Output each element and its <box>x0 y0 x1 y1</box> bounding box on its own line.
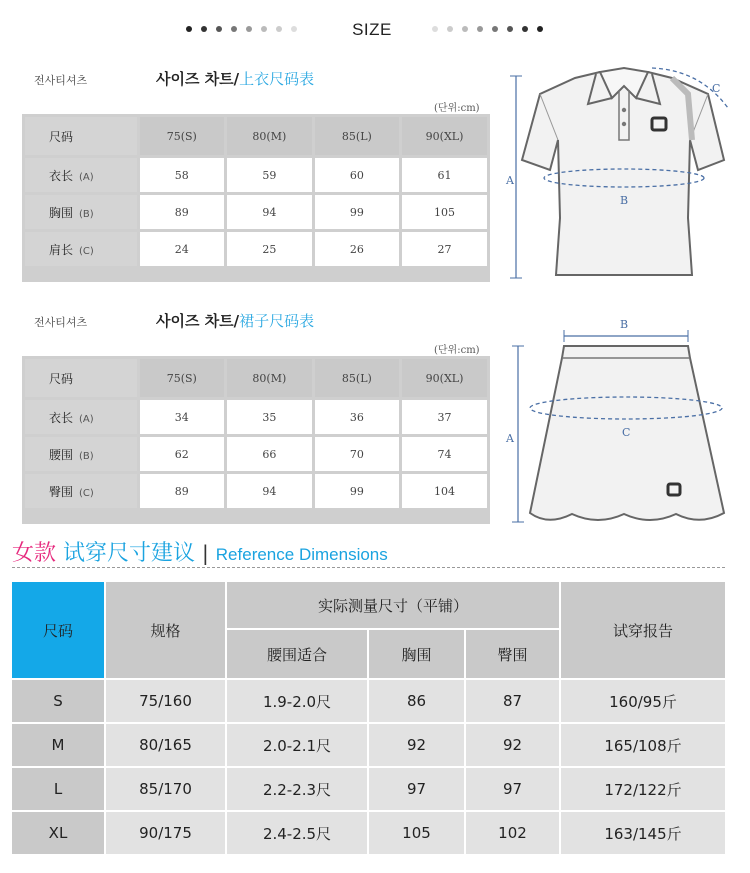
dashed-divider <box>12 567 725 568</box>
size-col: 75(S) <box>140 359 224 397</box>
label-a: A <box>506 432 514 445</box>
label-b: B <box>620 194 629 207</box>
table-cell: 34 <box>140 400 224 434</box>
row-size: XL <box>12 812 104 854</box>
title-korean: 사이즈 차트/ <box>156 70 240 88</box>
table-cell: 104 <box>402 474 487 508</box>
polo-shirt-diagram <box>500 60 740 292</box>
header-report: 试穿报告 <box>561 582 725 678</box>
row-waist: 2.4-2.5尺 <box>227 812 367 854</box>
row-spec: 80/165 <box>106 724 225 766</box>
heading-separator: | <box>202 541 209 565</box>
header-spec: 规格 <box>106 582 225 678</box>
top-chart-title <box>156 68 314 89</box>
table-cell: 74 <box>402 437 487 471</box>
label-b: B <box>620 318 629 331</box>
heading-women: 女款 <box>12 541 57 566</box>
row-label: 衣长 (A) <box>25 158 137 192</box>
label-c: C <box>712 82 721 95</box>
right-dot-row <box>432 26 543 32</box>
heading-cn: 试穿尺寸建议 <box>63 541 196 566</box>
size-col: 90(XL) <box>402 359 487 397</box>
table-cell: 94 <box>227 195 312 229</box>
row-chest: 86 <box>369 680 464 722</box>
row-size: S <box>12 680 104 722</box>
row-label: 肩长 (C) <box>25 232 137 266</box>
label-a: A <box>506 174 514 187</box>
row-size: L <box>12 768 104 810</box>
left-dot-row <box>186 26 297 32</box>
table-cell: 89 <box>140 474 224 508</box>
unit-label: (단위:cm) <box>434 103 480 114</box>
table-cell: 61 <box>402 158 487 192</box>
row-waist: 2.2-2.3尺 <box>227 768 367 810</box>
row-chest: 92 <box>369 724 464 766</box>
row-waist: 2.0-2.1尺 <box>227 724 367 766</box>
row-hip: 102 <box>466 812 559 854</box>
row-hip: 92 <box>466 724 559 766</box>
page-title: SIZE <box>352 20 392 39</box>
table-cell: 58 <box>140 158 224 192</box>
skirt-diagram <box>500 308 740 530</box>
size-header: 尺码 <box>25 359 137 397</box>
row-spec: 90/175 <box>106 812 225 854</box>
size-header: 尺码 <box>25 117 137 155</box>
size-col: 80(M) <box>227 117 312 155</box>
heading-en: Reference Dimensions <box>215 545 388 564</box>
size-col: 80(M) <box>227 359 312 397</box>
row-label: 臀围 (C) <box>25 474 137 508</box>
label-c: C <box>622 426 631 439</box>
size-col: 85(L) <box>315 117 399 155</box>
row-chest: 105 <box>369 812 464 854</box>
header-measured: 实际测量尺寸（平铺） <box>227 582 559 628</box>
title-chinese: 上衣尺码表 <box>239 70 315 88</box>
title-korean: 사이즈 차트/ <box>156 312 240 330</box>
recommendation-heading <box>12 536 388 567</box>
table-cell: 24 <box>140 232 224 266</box>
table-cell: 66 <box>227 437 312 471</box>
header-size: 尺码 <box>12 582 104 678</box>
recommendation-table <box>12 582 725 854</box>
table-cell: 35 <box>227 400 312 434</box>
brand-label: 전사티셔츠 <box>34 316 88 329</box>
title-chinese: 裙子尺码表 <box>239 312 315 330</box>
table-cell: 70 <box>315 437 399 471</box>
row-spec: 75/160 <box>106 680 225 722</box>
table-cell: 105 <box>402 195 487 229</box>
top-size-table <box>22 114 490 282</box>
table-cell: 59 <box>227 158 312 192</box>
table-cell: 27 <box>402 232 487 266</box>
table-cell: 94 <box>227 474 312 508</box>
row-hip: 97 <box>466 768 559 810</box>
row-waist: 1.9-2.0尺 <box>227 680 367 722</box>
table-cell: 60 <box>315 158 399 192</box>
size-col: 75(S) <box>140 117 224 155</box>
table-cell: 36 <box>315 400 399 434</box>
table-cell: 25 <box>227 232 312 266</box>
table-cell: 37 <box>402 400 487 434</box>
row-report: 165/108斤 <box>561 724 725 766</box>
row-label: 衣长 (A) <box>25 400 137 434</box>
table-cell: 99 <box>315 474 399 508</box>
row-report: 160/95斤 <box>561 680 725 722</box>
header-hip: 臀围 <box>466 630 559 678</box>
row-spec: 85/170 <box>106 768 225 810</box>
row-hip: 87 <box>466 680 559 722</box>
unit-label: (단위:cm) <box>434 345 480 356</box>
table-cell: 99 <box>315 195 399 229</box>
size-col: 85(L) <box>315 359 399 397</box>
table-cell: 89 <box>140 195 224 229</box>
row-report: 172/122斤 <box>561 768 725 810</box>
bottom-chart-title <box>156 310 314 331</box>
table-cell: 62 <box>140 437 224 471</box>
row-size: M <box>12 724 104 766</box>
bottom-size-table <box>22 356 490 524</box>
header-chest: 胸围 <box>369 630 464 678</box>
row-label: 胸围 (B) <box>25 195 137 229</box>
row-label: 腰围 (B) <box>25 437 137 471</box>
row-report: 163/145斤 <box>561 812 725 854</box>
table-cell: 26 <box>315 232 399 266</box>
header-waist: 腰围适合 <box>227 630 367 678</box>
size-col: 90(XL) <box>402 117 487 155</box>
row-chest: 97 <box>369 768 464 810</box>
brand-label: 전사티셔츠 <box>34 74 88 87</box>
